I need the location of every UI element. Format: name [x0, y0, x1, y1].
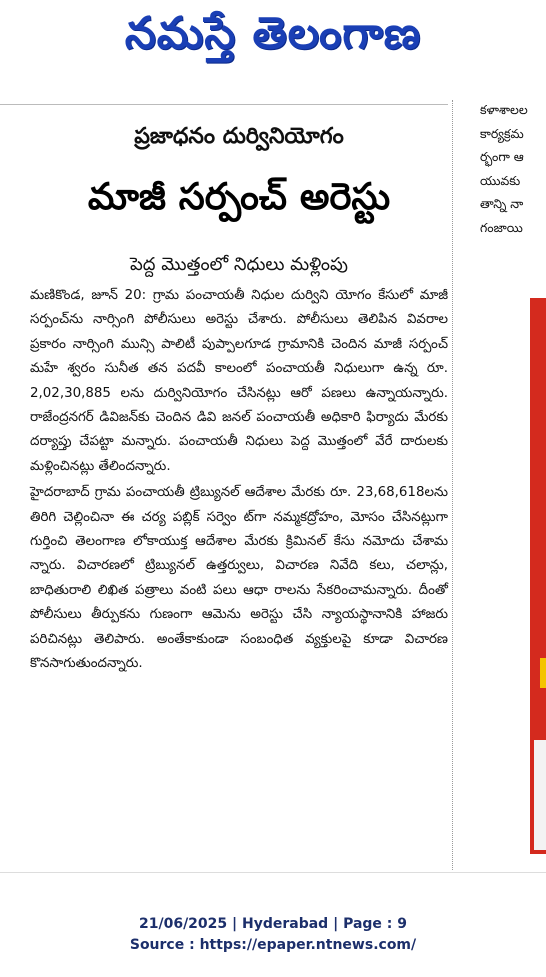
news-article [30, 116, 448, 677]
footer-source-line: Source : https://epaper.ntnews.com/ [129, 937, 417, 953]
side-text-line: కార్యక్రమ [480, 125, 524, 141]
article-paragraph: హైదరాబాద్ గ్రామ పంచాయతీ ట్రిబ్యునల్ ఆదేశాల మేరకు రూ. 23,68,618లను తిరిగి చెల్లించినా ఈ చర్య పబ్లిక్ సర్వెం ట్‌గా నమ్మకద్రోహం, మోసం చేసినట్లుగా గుర్తించి తెలంగాణ లోకాయుక్త ఆదేశాల మేరకు క్రిమినల్ కేసు నమోదు చేశామ న్నారు. విచారణలో ట్రిబ్యునల్ ఉత్తర్వులు, విచారణ నివేది కలు, చలాన్లు, బాధితురాలి లిఖిత పత్రాలు వంటి పలు ఆధా రాలను సేకరించామన్నారు. దీంతో పోలీసులు తీర్పుకను గుణంగా ఆమెను అరెస్టు చేసి న్యాయస్థానానికి హాజరు పరిచినట్లు తెలిపారు. అంతేకాకుండా సంబంధిత వ్యక్తులపై కూడా విచారణ కొనసాగుతుందన్నారు. [30, 485, 448, 672]
article-paragraph: మణికొండ, జూన్ 20: గ్రామ పంచాయతీ నిధుల దుర్విని యోగం కేసులో మాజీ సర్పంచ్‌ను నార్సింగి పోలీసులు అరెస్టు చేశారు. పోలీసులు తెలిపిన వివరాల ప్రకారం నార్సింగి మున్సి పాలిటీ పుప్పాలగూడ గ్రామానికి చెందిన మాజీ సర్పంచ్ మహే శ్వరం సునీత తన పదవీ కాలంలో పంచాయతీ నిధులుగా ఉన్న రూ. 2,02,30,885 లను దుర్వినియోగం చేసినట్లు ఆరో పణలు ఉన్నాయన్నారు. రాజేంద్రనగర్ డివిజన్‌కు చెందిన డివి జనల్ పంచాయతీ అధికారి ఫిర్యాదు మేరకు దర్యాప్తు చేపట్టా మన్నారు. పంచాయతీ నిధులు పెద్ద మొత్తంలో వేరే దారులకు మళ్లించినట్లు తేలిందన్నారు. [30, 288, 448, 474]
side-text-line: ర్భంగా ఆ [480, 149, 524, 164]
newspaper-logo: నమస్తే తెలంగాణ [124, 8, 422, 59]
advertisement-panel [534, 740, 546, 850]
footer-date-line: 21/06/2025 | Hyderabad | Page : 9 [138, 916, 408, 932]
article-headline: మాజీ సర్పంచ్ అరెస్టు [87, 175, 391, 218]
page-footer [0, 914, 546, 956]
article-body [30, 284, 448, 677]
advertisement-accent [540, 658, 546, 688]
side-text-line: యువకు [480, 172, 521, 188]
divider [0, 872, 546, 873]
divider [0, 104, 448, 105]
side-text-line: కళాశాలల [480, 102, 528, 117]
next-article-headline [30, 884, 300, 902]
side-text-line: గంజాయి [480, 219, 523, 235]
adjacent-column [480, 98, 546, 239]
masthead [0, 0, 546, 78]
article-kicker: ప్రజాధనం దుర్వినియోగం [134, 124, 344, 149]
column-divider [452, 100, 453, 870]
side-text-line: తాన్ని నా [480, 196, 524, 211]
article-subhead: పెద్ద మొత్తంలో నిధులు మళ్లింపు [129, 254, 348, 275]
